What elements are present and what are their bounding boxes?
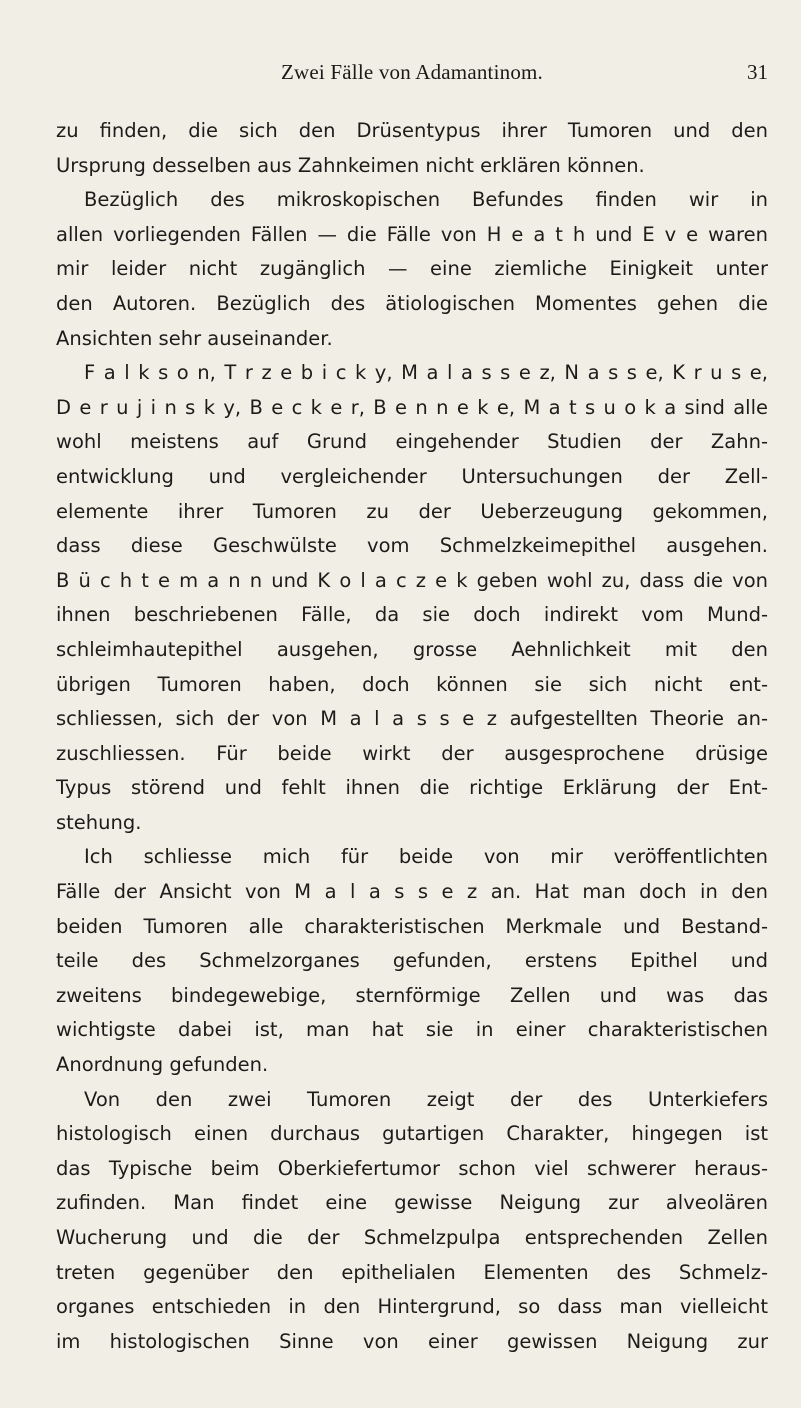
text-line: zuschliessen. Für beide wirkt der ausgesprochene drüsige [56,741,768,765]
text-line: allen vorliegenden Fällen — die Fälle von H e a t h und E v e waren [56,222,768,246]
text-line: histologisch einen durchaus gutartigen Charakter, hingegen ist [56,1122,768,1146]
text-line: Bezüglich des mikroskopischen Befundes finden wir in [84,188,768,212]
text-line: treten gegenüber den epithelialen Elementen des Schmelz- [56,1260,768,1284]
text-line: zweitens bindegewebige, sternförmige Zellen und was das [56,983,768,1007]
text-line: F a l k s o n, T r z e b i c k y, M a l a s s e z, N a s s e, K r u s e, [84,361,768,385]
text-line: Fälle der Ansicht von M a l a s s e z an. Hat man doch in den [56,880,768,904]
text-line: Ansichten sehr auseinander. [56,326,333,350]
text-line: schleimhautepithel ausgehen, grosse Aehnlichkeit mit den [56,637,768,661]
text-line: schliessen, sich der von M a l a s s e z aufgestellten Theorie an- [56,707,768,731]
text-line: Ursprung desselben aus Zahnkeimen nicht erklären können. [56,153,645,177]
text-line: übrigen Tumoren haben, doch können sie sich nicht ent- [56,672,768,696]
text-line: im histologischen Sinne von einer gewissen Neigung zur [56,1329,768,1353]
text-line: zu finden, die sich den Drüsentypus ihrer Tumoren und den [56,119,768,142]
text-line: wohl meistens auf Grund eingehender Studien der Zahn- [56,430,768,454]
text-line: zufinden. Man findet eine gewisse Neigung zur alveolären [56,1191,768,1215]
text-line: mir leider nicht zugänglich — eine ziemliche Einigkeit unter [56,257,768,281]
page-number: 31 [747,60,768,84]
text-line: dass diese Geschwülste vom Schmelzkeimepithel ausgehen. [56,534,768,558]
running-head [56,60,768,94]
text-line: den Autoren. Bezüglich des ätiologischen Momentes gehen die [56,291,768,315]
text-line: B ü c h t e m a n n und K o l a c z e k geben wohl zu, dass die von [56,568,768,592]
text-line: wichtigste dabei ist, man hat sie in einer charakteristischen [56,1018,768,1042]
text-line: D e r u j i n s k y, B e c k e r, B e n n e k e, M a t s u o k a sind alle [56,395,768,419]
text-line: teile des Schmelzorganes gefunden, erstens Epithel und [56,949,768,973]
text-line: ihnen beschriebenen Fälle, da sie doch indirekt vom Mund- [56,603,768,627]
text-line: organes entschieden in den Hintergrund, so dass man vielleicht [56,1295,768,1319]
text-line: Typus störend und fehlt ihnen die richtige Erklärung der Ent- [56,776,768,800]
running-title: Zwei Fälle von Adamantinom. [280,60,544,84]
text-line: Von den zwei Tumoren zeigt der des Unterkiefers [84,1087,768,1111]
body-text [56,114,768,1359]
text-line: elemente ihrer Tumoren zu der Ueberzeugung gekommen, [56,499,768,523]
text-line: beiden Tumoren alle charakteristischen Merkmale und Bestand- [56,914,768,938]
text-line: stehung. [56,810,142,834]
text-line: Wucherung und die der Schmelzpulpa entsprechenden Zellen [56,1226,768,1249]
text-line: das Typische beim Oberkiefertumor schon viel schwerer heraus- [56,1156,768,1180]
text-line: entwicklung und vergleichender Untersuchungen der Zell- [56,464,768,488]
text-line: Anordnung gefunden. [56,1053,269,1077]
text-line: Ich schliesse mich für beide von mir veröffentlichten [84,845,768,869]
